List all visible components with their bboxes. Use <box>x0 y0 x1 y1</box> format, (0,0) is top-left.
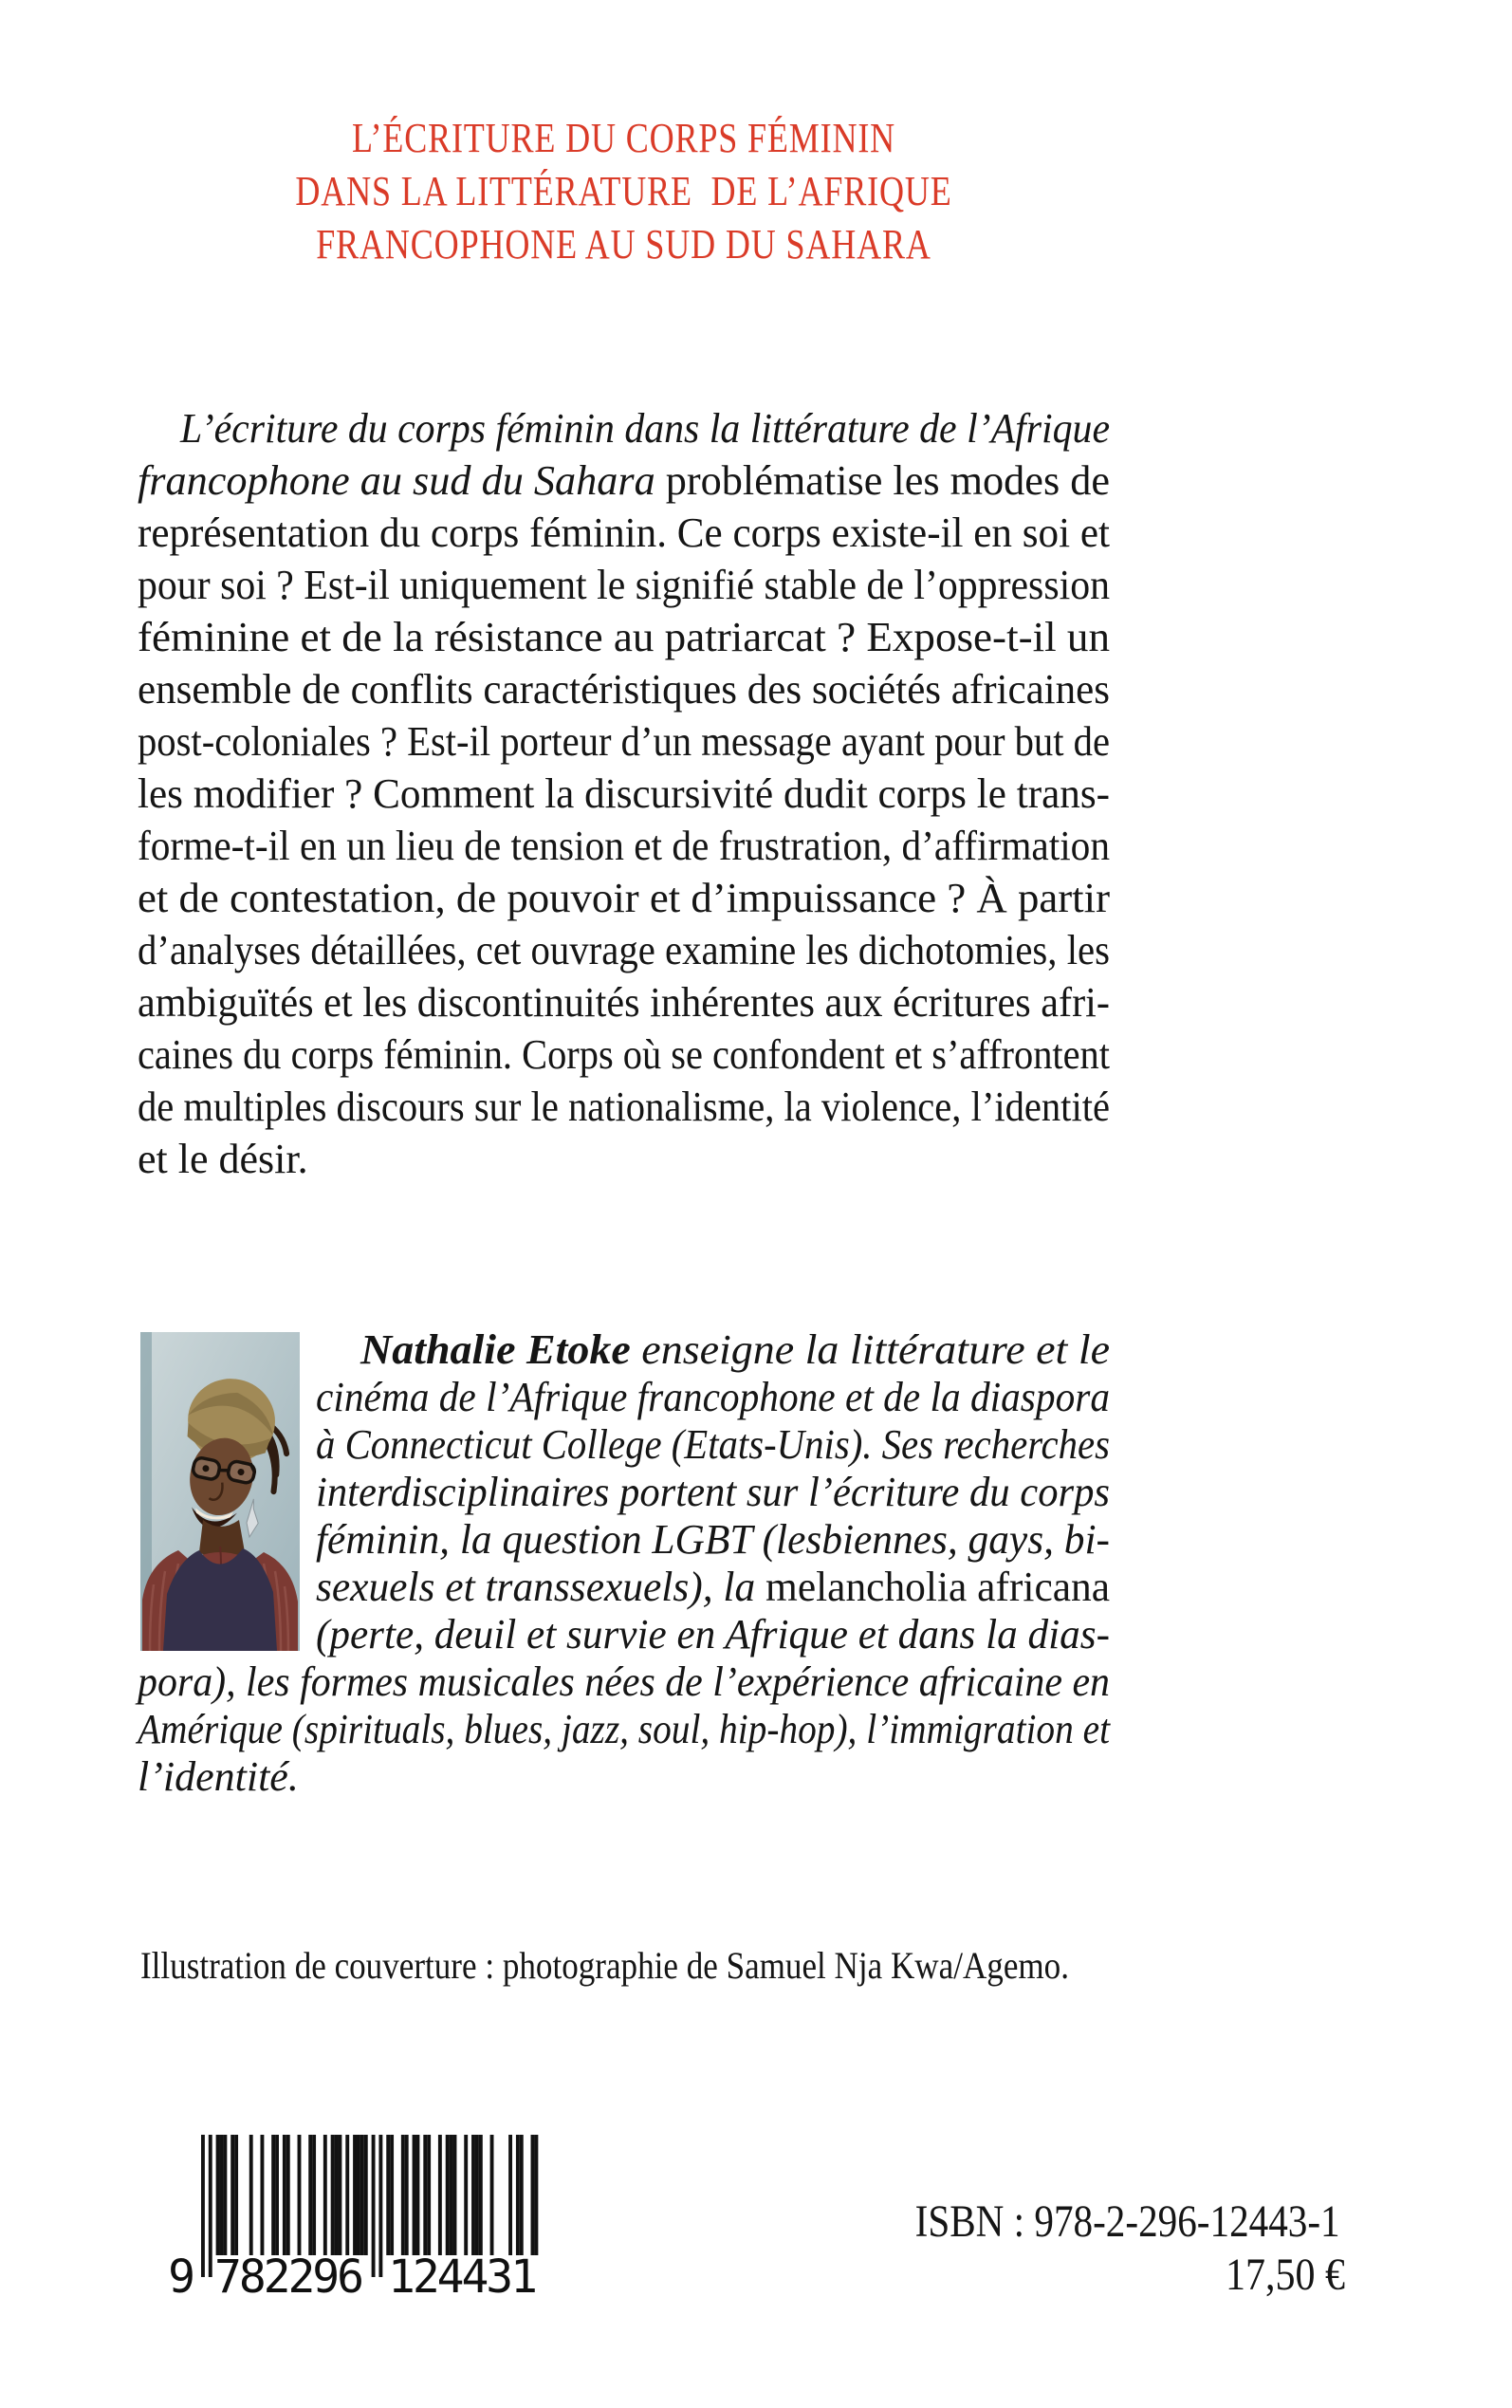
text-line-content <box>138 1133 308 1185</box>
text-segment: forme-t-il en un lieu de tension et de frustration, d’affirmation <box>138 823 1110 869</box>
text-segment: représentation du corps féminin. Ce corps existe-il en soi et <box>138 509 1110 556</box>
text-line-content <box>138 1753 299 1801</box>
text-segment: interdisciplinaires portent sur l’écriture du corps <box>316 1469 1110 1515</box>
author-name: Nathalie Etoke <box>360 1326 631 1373</box>
barcode-digits: 124431 <box>388 2251 538 2301</box>
text-segment: post-coloniales ? Est-il porteur d’un message ayant pour but de <box>138 718 1110 765</box>
text-segment: féminine et de la résistance au patriarcat ? Expose-t-il un <box>138 614 1110 660</box>
title-line: L’ÉCRITURE DU CORPS FÉMININ <box>351 115 896 161</box>
text-line-content <box>360 1326 1110 1374</box>
text-line <box>316 1564 1110 1611</box>
barcode-digits: 9 <box>168 2251 195 2301</box>
text-segment: et de contestation, de pouvoir et d’impuissance ? À partir <box>138 875 1110 921</box>
book-title <box>225 112 1023 271</box>
text-line <box>316 1516 1110 1564</box>
text-line <box>316 1326 1110 1374</box>
text-line <box>138 1753 1110 1801</box>
title-line: DANS LA LITTÉRATURE DE L’AFRIQUE <box>295 168 952 214</box>
text-segment: les modifier ? Comment la discursivité dudit corps le trans- <box>138 770 1110 817</box>
text-segment: L’écriture du corps féminin dans la littérature de l’Afrique <box>180 405 1110 452</box>
text-line <box>316 1469 1110 1516</box>
text-line-content <box>138 454 1110 507</box>
text-segment: féminin, la question LGBT (lesbiennes, gays, bi- <box>316 1516 1110 1563</box>
text-line <box>138 768 1110 820</box>
text-line <box>138 1133 1110 1185</box>
barcode-digits: 782296 <box>214 2251 364 2301</box>
text-line-content <box>138 976 1110 1028</box>
text-segment: à Connecticut College (Etats-Unis). Ses recherches <box>316 1421 1110 1468</box>
text-line <box>138 402 1110 454</box>
text-line-content <box>138 872 1110 924</box>
text-line <box>138 1706 1110 1753</box>
text-segment: de multiples discours sur le nationalisme, la violence, l’identité <box>138 1084 1110 1130</box>
ean13-barcode <box>142 2135 560 2301</box>
text-segment: enseigne la littérature et le <box>630 1326 1110 1373</box>
text-line-content <box>138 611 1110 663</box>
text-segment: d’analyses détaillées, cet ouvrage examine les dichotomies, les <box>138 927 1110 973</box>
text-line-content <box>316 1611 1110 1658</box>
text-segment: Amérique (spirituals, blues, jazz, soul, hip-hop), l’immigration et <box>138 1706 1110 1752</box>
text-segment: francophone au sud du Sahara <box>138 457 655 504</box>
text-segment: et le désir. <box>138 1136 308 1182</box>
text-line-content <box>138 924 1110 976</box>
text-line <box>138 611 1110 663</box>
synopsis <box>138 402 1110 1185</box>
text-segment: pora), les formes musicales nées de l’expérience africaine en <box>138 1658 1110 1705</box>
text-line <box>316 1374 1110 1421</box>
text-line-content <box>138 1658 1110 1706</box>
text-line <box>138 820 1110 872</box>
text-segment: ensemble de conflits caractéristiques des sociétés africaines <box>138 666 1110 713</box>
text-line <box>316 1611 1110 1658</box>
text-line-content <box>180 402 1110 454</box>
text-line-content <box>138 559 1110 611</box>
isbn-text: ISBN : 978-2-296-12443-1 <box>915 2196 1340 2247</box>
text-line <box>138 1028 1110 1081</box>
text-line-content <box>316 1421 1110 1469</box>
text-line <box>138 1658 1110 1706</box>
text-segment: melancholia africana <box>765 1564 1110 1610</box>
text-line-content <box>138 1081 1110 1133</box>
title-line: FRANCOPHONE AU SUD DU SAHARA <box>316 221 931 268</box>
text-line-content <box>316 1564 1110 1611</box>
text-line <box>138 507 1110 559</box>
text-line <box>138 872 1110 924</box>
isbn <box>771 2197 1340 2247</box>
text-line-content <box>138 820 1110 872</box>
text-line-content <box>138 1028 1110 1081</box>
text-line-content <box>138 1706 1110 1753</box>
text-line-content <box>316 1516 1110 1564</box>
author-photo <box>140 1332 300 1651</box>
text-segment: sexuels et transsexuels), la <box>316 1564 766 1610</box>
text-line-content <box>138 715 1110 768</box>
text-segment: cinéma de l’Afrique francophone et de la diaspora <box>316 1374 1110 1420</box>
cover-credit-text: Illustration de couverture : photographie de Samuel Nja Kwa/Agemo. <box>140 1944 1069 1987</box>
text-segment: caines du corps féminin. Corps où se confondent et s’affrontent <box>138 1031 1110 1078</box>
author-bio <box>138 1326 1110 1801</box>
text-line <box>138 1081 1110 1133</box>
text-line-content <box>138 507 1110 559</box>
text-line <box>138 715 1110 768</box>
text-line <box>138 663 1110 715</box>
text-line-content <box>316 1374 1110 1421</box>
text-line-content <box>316 1469 1110 1516</box>
text-segment: ambiguïtés et les discontinuités inhérentes aux écritures afri- <box>138 979 1110 1026</box>
text-segment: problématise les modes de <box>655 457 1110 504</box>
text-line <box>138 454 1110 507</box>
text-line <box>138 976 1110 1028</box>
text-line <box>138 924 1110 976</box>
text-line-content <box>138 663 1110 715</box>
text-line <box>316 1421 1110 1469</box>
text-line <box>138 559 1110 611</box>
price-text: 17,50 € <box>1226 2250 1345 2300</box>
text-segment: pour soi ? Est-il uniquement le signifié stable de l’oppression <box>138 562 1110 608</box>
cover-credit <box>140 1941 1199 1991</box>
price <box>776 2251 1345 2300</box>
text-segment: l’identité. <box>138 1753 299 1800</box>
text-line-content <box>138 768 1110 820</box>
text-segment: (perte, deuil et survie en Afrique et dans la dias- <box>316 1611 1110 1658</box>
